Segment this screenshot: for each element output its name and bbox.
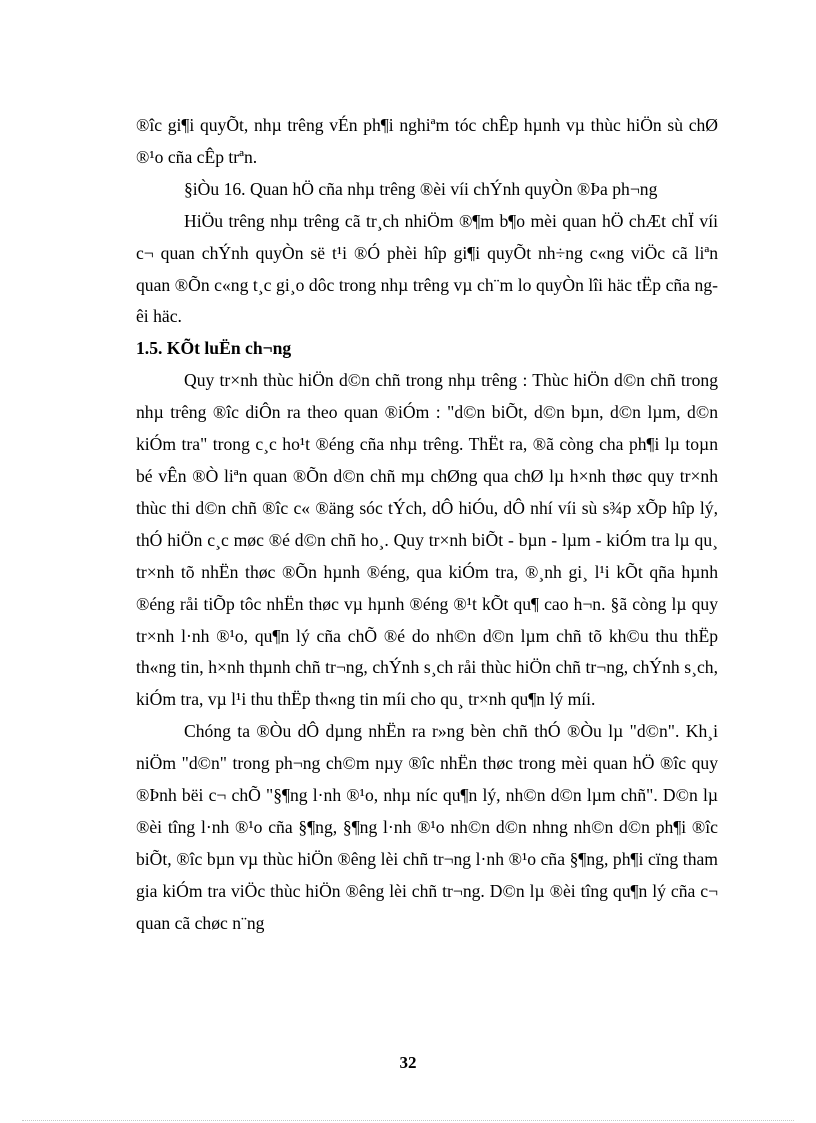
article-16-title: §iÒu 16. Quan hÖ cña nhµ trêng ®èi víi chÝnh quyÒn ®Þa ph¬ng (184, 178, 658, 199)
section-heading: 1.5. KÕt luËn ch¬ng (136, 338, 292, 359)
page-number: 32 (399, 1053, 417, 1072)
paragraph-people-concept: Chóng ta ®Òu dÔ dµng nhËn ra r»ng bèn chñ thÓ ®Òu lµ "d©n". Kh¸i niÖm "d©n" trong ph¬ng ch©m nµy ®îc nhËn thøc trong mèi quan hÖ ®îc quy ®Þnh bëi c¬ chÕ "§¶ng l·nh ®¹o, nhµ níc qu¶n lý, nh©n d©n lµm chñ". D©n lµ ®èi tîng l·nh ®¹o cña §¶ng, §¶ng l·nh ®¹o nh©n d©n nhng nh©n d©n ph¶i ®îc biÕt, ®îc bµn vµ thùc hiÖn ®êng lèi chñ tr¬ng l·nh ®¹o cña §¶ng, ph¶i cïng tham gia kiÓm tra viÖc thùc hiÖn ®êng lèi chñ tr¬ng. D©n lµ ®èi tîng qu¶n lý cña c¬ quan cã chøc n¨ng (136, 721, 718, 933)
body-text (136, 110, 718, 940)
paragraph-principal-relations: HiÖu trêng nhµ trêng cã tr¸ch nhiÖm ®¶m b¶o mèi quan hÖ chÆt chÏ víi c¬ quan chÝnh quyÒn së t¹i ®Ó phèi hîp gi¶i quyÕt nh÷ng c«ng viÖc cã liªn quan ®Õn c«ng t¸c gi¸o dôc trong nhµ trêng vµ ch¨m lo quyÒn lîi häc tËp cña ngêi häc. (136, 210, 718, 327)
page-bottom-divider (22, 1120, 794, 1121)
paragraph-continuation: ®îc gi¶i quyÕt, nhµ trêng vÉn ph¶i nghiªm tóc chÊp hµnh vµ thùc hiÖn sù chØ ®¹o cña cÊp trªn. (136, 115, 718, 167)
paragraph-democracy-process: Quy tr×nh thùc hiÖn d©n chñ trong nhµ trêng : Thùc hiÖn d©n chñ trong nhµ trêng ®îc diÔn ra theo quan ®iÓm : "d©n biÕt, d©n bµn, d©n lµm, d©n kiÓm tra" trong c¸c ho¹t ®éng cña nhµ trêng. ThËt ra, ®ã còng cha ph¶i lµ toµn bé vÊn ®Ò liªn quan ®Õn d©n chñ mµ chØng qua chØ lµ h×nh thøc quy tr×nh thùc thi d©n chñ ®îc c« ®äng sóc tÝch, dÔ hiÓu, dÔ nhí víi sù s¾p xÕp hîp lý, thÓ hiÖn c¸c møc ®é d©n chñ ho¸. Quy tr×nh biÕt - bµn - lµm - kiÓm tra lµ qu¸ tr×nh tõ nhËn thøc ®Õn hµnh ®éng, qua kiÓm tra, ®¸nh gi¸ l¹i kÕt qña hµnh ®éng råi tiÕp tôc nhËn thøc vµ hµnh ®éng ®¹t kÕt qu¶ cao h¬n. §ã còng lµ quy tr×nh l·nh ®¹o, qu¶n lý cña chÕ ®é do nh©n d©n lµm chñ tõ kh©u thu thËp th«ng tin, h×nh thµnh chñ tr¬ng, chÝnh s¸ch råi thùc hiÖn chñ tr¬ng, chÝnh s¸ch, kiÓm tra, vµ l¹i thu thËp th«ng tin míi cho qu¸ tr×nh qu¶n lý míi. (136, 370, 718, 710)
